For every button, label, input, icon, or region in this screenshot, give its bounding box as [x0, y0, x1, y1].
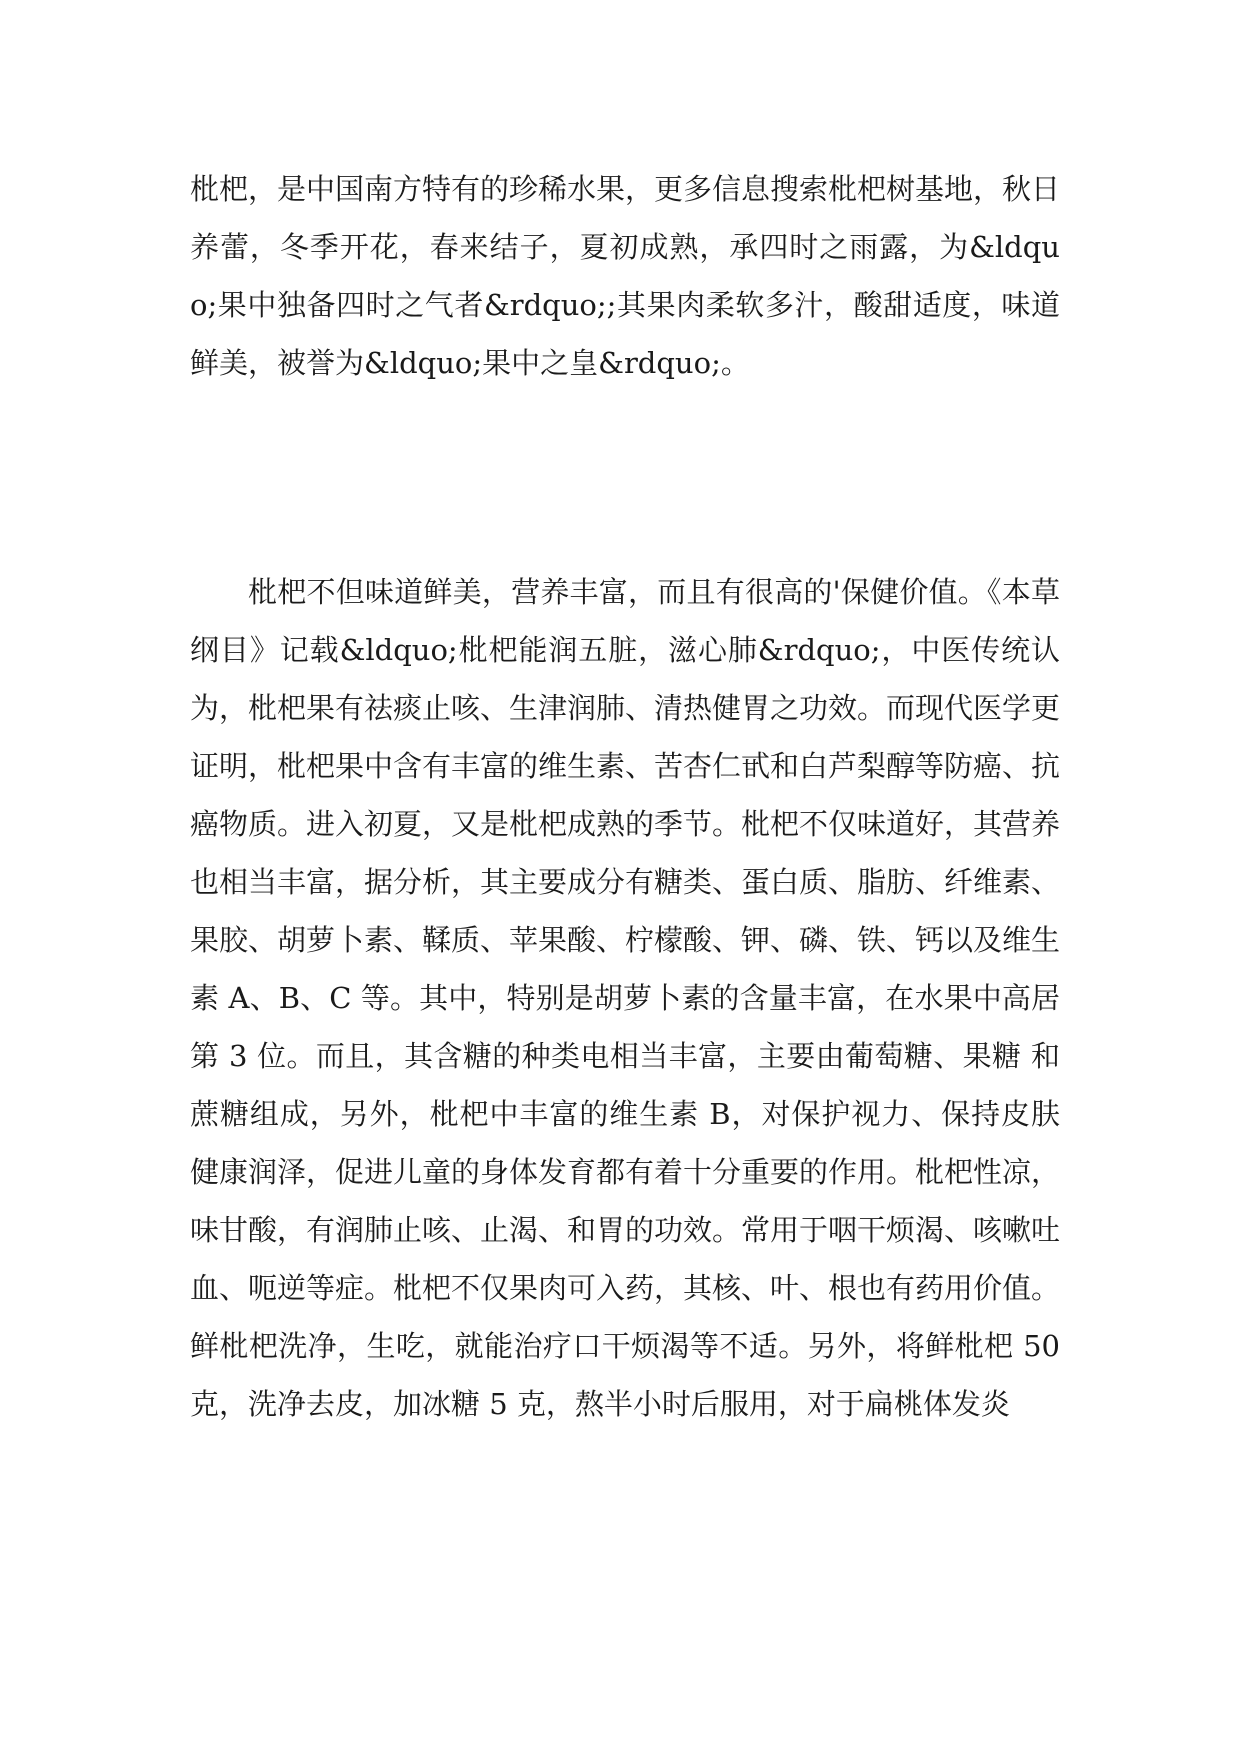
paragraph-health-value: 枇杷不但味道鲜美，营养丰富，而且有很高的'保健价值。《本草纲目》记载&ldquo;枇杷能润五脏，滋心肺&rdquo;，中医传统认为，枇杷果有祛痰止咳、生津润肺、清热健胃之功效。而现代医学更证明，枇杷果中含有丰富的维生素、苦杏仁甙和白芦梨醇等防癌、抗癌物质。进入初夏，又是枇杷成熟的季节。枇杷不仅味道好，其营养也相当丰富，据分析，其主要成分有糖类、蛋白质、脂肪、纤维素、果胶、胡萝卜素、鞣质、苹果酸、柠檬酸、钾、磷、铁、钙以及维生素 A、B、C 等。其中，特别是胡萝卜素的含量丰富，在水果中高居第 3 位。而且，其含糖的种类电相当丰富，主要由葡萄糖、果糖 和蔗糖组成，另外，枇杷中丰富的维生素 B，对保护视力、保持皮肤健康润泽，促进儿童的身体发育都有着十分重要的作用。枇杷性凉，味甘酸，有润肺止咳、止渴、和胃的功效。常用于咽干烦渴、咳嗽吐血、呃逆等症。枇杷不仅果肉可入药，其核、叶、根也有药用价值。鲜枇杷洗净，生吃，就能治疗口干烦渴等不适。另外，将鲜枇杷 50 克，洗净去皮，加冰糖 5 克，熬半小时后服用，对于扁桃体发炎 [190, 575, 1061, 1421]
paragraph-intro: 枇杷，是中国南方特有的珍稀水果，更多信息搜索枇杷树基地，秋日养蕾，冬季开花，春来结子，夏初成熟，承四时之雨露，为&ldquo;果中独备四时之气者&rdquo;;其果肉柔软多汁，酸甜适度，味道鲜美，被誉为&ldquo;果中之皇&rdquo;。 [190, 172, 1061, 380]
